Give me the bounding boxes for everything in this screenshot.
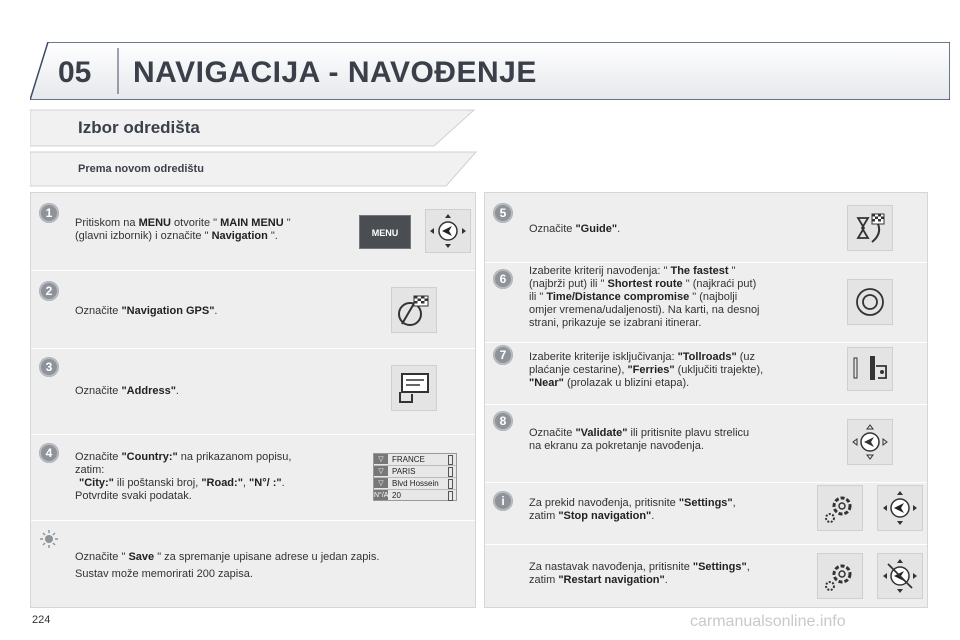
- checkered-flag-icon: [391, 287, 437, 333]
- step-number: 2: [39, 281, 59, 301]
- step-text: Označite "Country:" na prikazanom popisu, zatim: "City:" ili poštanski broj, "Road:", "N°/ :". Potvrdite svaki podatak.: [75, 451, 292, 502]
- sun-icon: [39, 529, 59, 549]
- step-number: 4: [39, 443, 59, 463]
- step-text: Označite "Navigation GPS".: [75, 305, 218, 317]
- step-7: [485, 343, 927, 405]
- left-steps-panel: [30, 192, 476, 608]
- dial-nav-icon: [425, 209, 471, 253]
- list-item: ▽ Blvd Hossein: [374, 478, 456, 490]
- settings-gear-icon: [817, 485, 863, 531]
- validate-dial-icon: [847, 419, 893, 465]
- stop-dial-icon: [877, 485, 923, 531]
- step-restart-navigation: [485, 545, 927, 609]
- step-4: [31, 435, 475, 521]
- step-number: 6: [493, 269, 513, 289]
- chapter-number: 05: [58, 56, 92, 89]
- guide-flag-icon: [847, 205, 893, 251]
- step-number: 3: [39, 357, 59, 377]
- step-1: [31, 193, 475, 271]
- exclusion-icon: [847, 347, 893, 391]
- menu-button: MENU: [359, 215, 411, 249]
- list-item: ▽ PARIS: [374, 466, 456, 478]
- step-2: [31, 271, 475, 349]
- step-number: i: [493, 491, 513, 511]
- step-text: Za prekid navođenja, pritisnite "Settings", zatim "Stop navigation".: [529, 497, 736, 522]
- step-5: [485, 193, 927, 263]
- watermark: carmanualsonline.info: [690, 613, 846, 630]
- step-save: [31, 521, 475, 609]
- address-card-icon: [391, 365, 437, 411]
- step-number: 7: [493, 345, 513, 365]
- address-entry-list: [373, 453, 457, 501]
- step-text: Za nastavak navođenja, pritisnite "Settings", zatim "Restart navigation".: [529, 561, 750, 586]
- step-6: [485, 263, 927, 343]
- step-number: 5: [493, 203, 513, 223]
- page-number: 224: [32, 614, 51, 626]
- step-text: Izaberite kriterije isključivanja: "Tollroads" (uz plaćanje cestarine), "Ferries" (uključiti trajekte), "Near" (prolazak u blizini etapa).: [529, 351, 764, 389]
- restart-dial-icon: [877, 553, 923, 599]
- list-item: ▽ FRANCE: [374, 454, 456, 466]
- list-item: N°/A 20: [374, 490, 456, 501]
- step-text: Označite "Guide".: [529, 223, 621, 235]
- step-text: Označite "Validate" ili pritisnite plavu strelicu na ekranu za pokretanje navođenja.: [529, 427, 750, 452]
- step-number: 8: [493, 411, 513, 431]
- subsection-title: Prema novom odredištu: [78, 163, 204, 175]
- step-text: Označite "Address".: [75, 385, 179, 397]
- step-number: 1: [39, 203, 59, 223]
- step-text: Pritiskom na MENU otvorite " MAIN MENU " (glavni izbornik) i označite " Navigation ".: [75, 217, 291, 242]
- right-steps-panel: [484, 192, 928, 608]
- section-title: Izbor odredišta: [78, 118, 200, 137]
- step-stop-navigation: [485, 483, 927, 545]
- target-icon: [847, 279, 893, 325]
- step-text: Označite " Save " za spremanje upisane adrese u jedan zapis. Sustav može memorirati 200 zapisa.: [75, 551, 380, 580]
- page-title: NAVIGACIJA - NAVOĐENJE: [133, 56, 537, 89]
- step-8: [485, 405, 927, 483]
- step-text: Izaberite kriterij navođenja: " The fastest " (najbrži put) ili " Shortest route " (najkraći put) ili " Time/Distance compromise " (najbolji omjer vremena/udaljenosti). Na karti, na desnoj strani, prikazuje se izabrani itinerar.: [529, 265, 760, 329]
- settings-gear-icon: [817, 553, 863, 599]
- step-3: [31, 349, 475, 435]
